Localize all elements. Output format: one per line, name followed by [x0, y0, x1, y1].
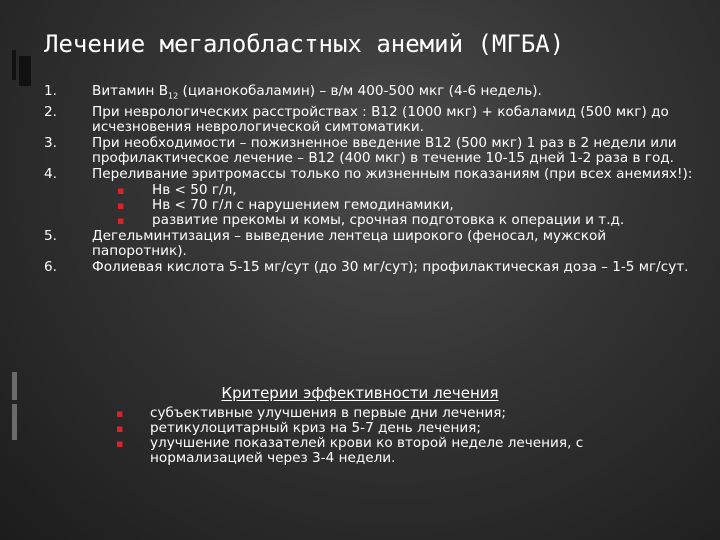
decor-bar-4 [12, 404, 17, 440]
bullet-icon: ▪ [116, 407, 124, 420]
criteria-heading: Критерии эффективности лечения [221, 384, 499, 402]
sub-item-text: развитие прекомы и комы, срочная подготовка к операции и т.д. [152, 211, 625, 228]
item-number: 2. [44, 103, 57, 120]
item-text: При неврологических расстройствах : В12 (1000 мкг) + кобаламид (500 мкг) до исчезновения неврологической симтоматики. [92, 103, 669, 135]
item-text: Дегельминтизация – выведение лентеца широкого (феносал, мужской папоротник). [92, 227, 607, 259]
criteria-item [116, 420, 620, 436]
bullet-icon: ▪ [117, 183, 125, 197]
bullet-icon: ▪ [116, 422, 124, 435]
sub-list-item [44, 213, 704, 228]
list-item [44, 136, 704, 166]
item-text-pre: Витамин В [92, 83, 169, 99]
item-number: 5. [44, 227, 57, 244]
decor-bar-1 [12, 50, 16, 80]
criteria-list [116, 405, 620, 466]
criteria-item [116, 405, 620, 421]
item-text: Переливание эритромассы только по жизненным показаниям (при всех анемиях!): [92, 165, 693, 182]
bullet-icon: ▪ [116, 437, 124, 450]
bullet-icon: ▪ [117, 213, 125, 227]
list-item [44, 105, 704, 135]
sub-item-text: Нв < 50 г/л, [152, 181, 237, 198]
decor-bar-2 [19, 56, 31, 86]
criteria-text: ретикулоцитарный криз на 5-7 день лечения; [150, 420, 481, 436]
list-item [44, 260, 704, 275]
item-text-post: (цианокобаламин) – в/м 400-500 мкг (4-6 недель). [178, 83, 542, 99]
sub-item-text: Нв < 70 г/л с нарушением гемодинамики, [152, 196, 454, 213]
list-item [44, 229, 704, 259]
item-subscript: 12 [168, 91, 179, 101]
item-text: При необходимости – пожизненное введение В12 (500 мкг) 1 раз в 2 недели или профилактическое лечение – В12 (400 мкг) в течение 10-15 дней 1-2 раза в год. [92, 134, 677, 166]
criteria-text: улучшение показателей крови ко второй неделе лечения, с нормализацией через 3-4 недели. [150, 435, 584, 466]
criteria-item [116, 435, 620, 466]
item-number: 3. [44, 134, 57, 151]
slide-title: Лечение мегалобластных анемий (МГБА) [44, 30, 565, 58]
item-number: 6. [44, 258, 57, 275]
treatment-list [44, 84, 704, 276]
bullet-icon: ▪ [117, 198, 125, 212]
sub-list-item [44, 183, 704, 198]
criteria-text: субъективные улучшения в первые дни лечения; [150, 405, 506, 421]
list-item [44, 167, 704, 182]
sub-list-item [44, 198, 704, 213]
item-text: Фолиевая кислота 5-15 мг/сут (до 30 мг/сут); профилактическая доза – 1-5 мг/сут. [92, 258, 689, 275]
list-item [44, 84, 704, 104]
item-number: 4. [44, 165, 57, 182]
item-number: 1. [44, 83, 57, 99]
